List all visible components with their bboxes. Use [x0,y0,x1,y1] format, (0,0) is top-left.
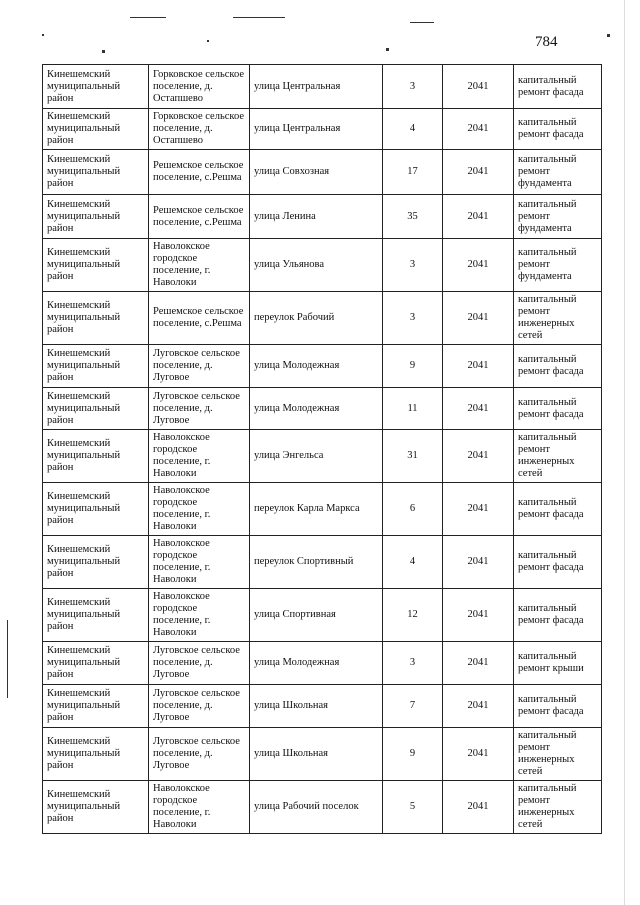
year-cell: 2041 [443,483,514,536]
repair-type-cell: капитальный ремонт фасада [514,109,602,150]
year-cell: 2041 [443,150,514,195]
district-cell: Кинешемский муниципальный район [43,65,149,109]
scan-artifact [386,48,389,51]
settlement-cell: Горковское сельское поселение, д. Остапшево [149,109,250,150]
house-number-cell: 4 [383,536,443,589]
district-cell: Кинешемский муниципальный район [43,536,149,589]
district-cell: Кинешемский муниципальный район [43,483,149,536]
street-cell: улица Школьная [250,728,383,781]
repair-type-cell: капитальный ремонт фундамента [514,239,602,292]
house-number-cell: 3 [383,65,443,109]
district-cell: Кинешемский муниципальный район [43,781,149,834]
repair-type-cell: капитальный ремонт фасада [514,536,602,589]
house-number-cell: 31 [383,430,443,483]
settlement-cell: Горковское сельское поселение, д. Остапшево [149,65,250,109]
district-cell: Кинешемский муниципальный район [43,195,149,239]
year-cell: 2041 [443,345,514,388]
table-row [43,483,602,536]
repair-type-cell: капитальный ремонт фасада [514,388,602,430]
house-number-cell: 7 [383,685,443,728]
table-row [43,150,602,195]
street-cell: улица Рабочий поселок [250,781,383,834]
repair-type-cell: капитальный ремонт фасада [514,65,602,109]
house-number-cell: 12 [383,589,443,642]
street-cell: улица Центральная [250,109,383,150]
settlement-cell: Луговское сельское поселение, д. Луговое [149,388,250,430]
house-number-cell: 9 [383,345,443,388]
house-number-cell: 9 [383,728,443,781]
settlement-cell: Решемское сельское поселение, с.Решма [149,150,250,195]
year-cell: 2041 [443,239,514,292]
settlement-cell: Наволокское городское поселение, г. Наволоки [149,430,250,483]
settlement-cell: Луговское сельское поселение, д. Луговое [149,728,250,781]
district-cell: Кинешемский муниципальный район [43,589,149,642]
table-row [43,65,602,109]
year-cell: 2041 [443,781,514,834]
repair-type-cell: капитальный ремонт фасада [514,589,602,642]
table-row [43,388,602,430]
street-cell: улица Энгельса [250,430,383,483]
table-row [43,109,602,150]
district-cell: Кинешемский муниципальный район [43,292,149,345]
repair-type-cell: капитальный ремонт фундамента [514,195,602,239]
table-row [43,642,602,685]
scan-artifact [102,50,105,53]
district-cell: Кинешемский муниципальный район [43,109,149,150]
repair-type-cell: капитальный ремонт фундамента [514,150,602,195]
table-row [43,345,602,388]
district-cell: Кинешемский муниципальный район [43,642,149,685]
house-number-cell: 5 [383,781,443,834]
house-number-cell: 6 [383,483,443,536]
district-cell: Кинешемский муниципальный район [43,388,149,430]
street-cell: улица Спортивная [250,589,383,642]
house-number-cell: 35 [383,195,443,239]
house-number-cell: 4 [383,109,443,150]
settlement-cell: Наволокское городское поселение, г. Наволоки [149,536,250,589]
street-cell: переулок Спортивный [250,536,383,589]
district-cell: Кинешемский муниципальный район [43,685,149,728]
table-row [43,239,602,292]
housing-repair-table [42,64,602,834]
year-cell: 2041 [443,388,514,430]
repair-type-cell: капитальный ремонт инженерных сетей [514,430,602,483]
table-row [43,536,602,589]
district-cell: Кинешемский муниципальный район [43,239,149,292]
settlement-cell: Наволокское городское поселение, г. Наволоки [149,239,250,292]
year-cell: 2041 [443,292,514,345]
repair-type-cell: капитальный ремонт фасада [514,483,602,536]
street-cell: улица Молодежная [250,642,383,685]
year-cell: 2041 [443,589,514,642]
scan-artifact [130,17,166,18]
page-number: 784 [535,34,558,50]
settlement-cell: Наволокское городское поселение, г. Наволоки [149,589,250,642]
street-cell: улица Ульянова [250,239,383,292]
table-row [43,195,602,239]
repair-type-cell: капитальный ремонт инженерных сетей [514,292,602,345]
settlement-cell: Решемское сельское поселение, с.Решма [149,292,250,345]
district-cell: Кинешемский муниципальный район [43,430,149,483]
year-cell: 2041 [443,642,514,685]
repair-type-cell: капитальный ремонт инженерных сетей [514,728,602,781]
table-row [43,685,602,728]
settlement-cell: Решемское сельское поселение, с.Решма [149,195,250,239]
year-cell: 2041 [443,65,514,109]
repair-type-cell: капитальный ремонт инженерных сетей [514,781,602,834]
year-cell: 2041 [443,195,514,239]
house-number-cell: 3 [383,239,443,292]
district-cell: Кинешемский муниципальный район [43,345,149,388]
repair-type-cell: капитальный ремонт крыши [514,642,602,685]
scan-artifact [7,620,8,698]
district-cell: Кинешемский муниципальный район [43,150,149,195]
repair-type-cell: капитальный ремонт фасада [514,685,602,728]
settlement-cell: Наволокское городское поселение, г. Наволоки [149,781,250,834]
street-cell: переулок Рабочий [250,292,383,345]
scan-artifact [42,34,44,36]
year-cell: 2041 [443,728,514,781]
table-row [43,292,602,345]
street-cell: улица Школьная [250,685,383,728]
year-cell: 2041 [443,109,514,150]
house-number-cell: 11 [383,388,443,430]
settlement-cell: Луговское сельское поселение, д. Луговое [149,685,250,728]
street-cell: улица Совхозная [250,150,383,195]
street-cell: улица Ленина [250,195,383,239]
table-row [43,781,602,834]
street-cell: переулок Карла Маркса [250,483,383,536]
street-cell: улица Молодежная [250,345,383,388]
house-number-cell: 17 [383,150,443,195]
year-cell: 2041 [443,685,514,728]
table-row [43,728,602,781]
street-cell: улица Молодежная [250,388,383,430]
scan-artifact [607,34,610,37]
table-row [43,589,602,642]
year-cell: 2041 [443,536,514,589]
street-cell: улица Центральная [250,65,383,109]
district-cell: Кинешемский муниципальный район [43,728,149,781]
settlement-cell: Наволокское городское поселение, г. Наволоки [149,483,250,536]
year-cell: 2041 [443,430,514,483]
settlement-cell: Луговское сельское поселение, д. Луговое [149,642,250,685]
page-edge-line [624,0,625,905]
table-row [43,430,602,483]
repair-type-cell: капитальный ремонт фасада [514,345,602,388]
house-number-cell: 3 [383,642,443,685]
scan-artifact [207,40,209,42]
settlement-cell: Луговское сельское поселение, д. Луговое [149,345,250,388]
house-number-cell: 3 [383,292,443,345]
scan-artifact [410,22,434,23]
scan-artifact [233,17,285,18]
